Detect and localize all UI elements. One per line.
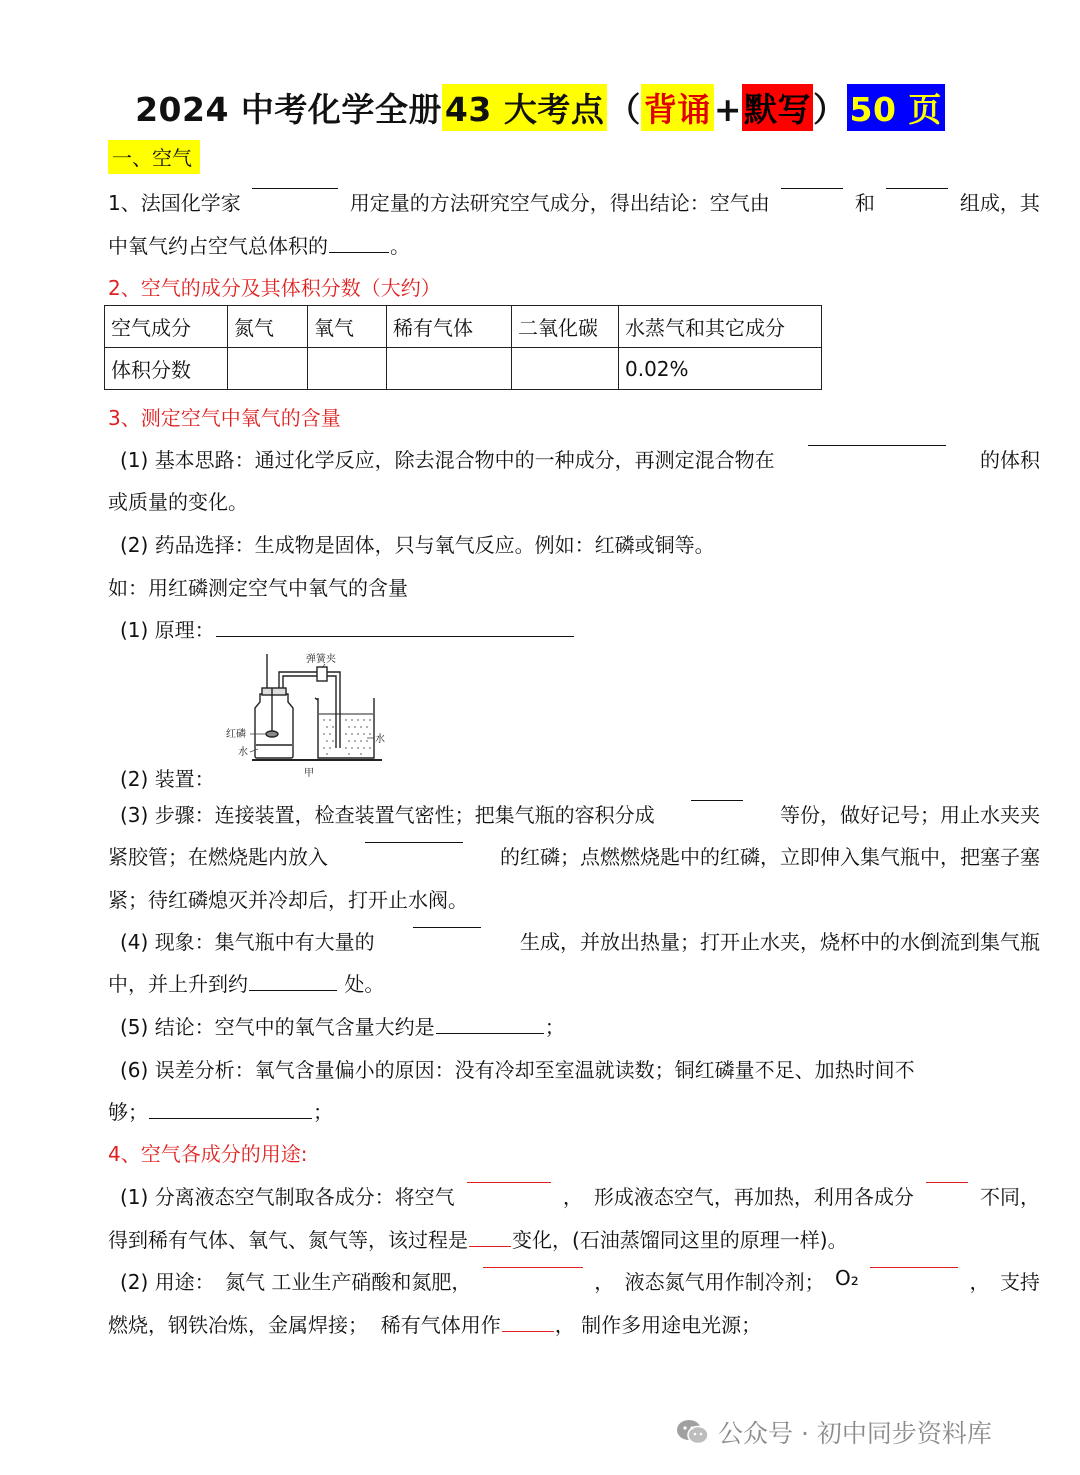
q1-text-b: 用定量的方法研究空气成分，得出结论：空气由 — [349, 191, 770, 215]
table-header-cell: 二氧化碳 — [512, 306, 619, 348]
q4-use1-line1 — [120, 1181, 1040, 1210]
q3-example: 如：用红磷测定空气中氧气的含量 — [108, 576, 408, 600]
q3-conclusion — [120, 1011, 565, 1040]
q3-apparatus: (2) 装置： — [120, 767, 215, 791]
page-title — [0, 84, 1080, 131]
q3-step2: (2) 药品选择：生成物是固体，只与氧气反应。例如：红磷或铜等。 — [120, 533, 715, 557]
q4-u2-text-e: O₂ — [835, 1266, 859, 1290]
label-water-jar: 水 — [238, 747, 248, 758]
q3-blank-error-reason[interactable] — [149, 1117, 312, 1119]
q3-steps-line3: 紧；待红磷熄灭并冷却后，打开止水阀。 — [108, 888, 468, 912]
wechat-icon — [676, 1418, 710, 1446]
beaker — [318, 698, 374, 758]
q3-blank-amount[interactable] — [365, 841, 463, 843]
q3-blank-rise-level[interactable] — [249, 989, 337, 991]
q1-text-d: 组成，其 — [959, 191, 1040, 215]
table-cell-blank[interactable] — [512, 348, 619, 390]
table-header-cell: 氮气 — [228, 306, 308, 348]
table-cell: 0.02% — [619, 348, 822, 390]
q3-p4-text-c: 中，并上升到约 — [108, 972, 248, 996]
q4-u2-text-b: 氮气 工业生产硝酸和氮肥， — [225, 1270, 472, 1294]
q4-u1-text-d: 不同， — [980, 1185, 1040, 1209]
q3-p3-text-a: (3) 步骤：连接装置，检查装置气密性；把集气瓶的容积分成 — [120, 803, 655, 827]
table-row — [105, 348, 822, 390]
q1-text-line2b: 。 — [390, 234, 410, 258]
q1-blank-component1[interactable] — [781, 187, 843, 189]
q4-heading: 4、空气各成分的用途: — [108, 1142, 308, 1166]
air-composition-table — [104, 305, 822, 390]
section-heading-air: 一、空气 — [108, 140, 200, 174]
spring-clip — [317, 667, 327, 681]
q1-text-c: 和 — [854, 191, 875, 215]
q2-heading: 2、空气的成分及其体积分数（大约） — [108, 276, 441, 300]
table-header-cell: 空气成分 — [105, 306, 228, 348]
q3-s1-text-b: 的体积 — [980, 448, 1040, 472]
title-open-paren: （ — [607, 90, 641, 129]
title-highlight-dictation: 默写 — [742, 84, 813, 131]
q3-step1-line2: 或质量的变化。 — [108, 490, 248, 514]
q1-blank-component2[interactable] — [886, 187, 948, 189]
q4-u2-text-j: ， — [554, 1313, 575, 1337]
q3-p5-text-a: (5) 结论：空气中的氧气含量大约是 — [120, 1015, 435, 1039]
q3-blank-parts[interactable] — [691, 799, 743, 801]
label-water-beaker: 水 — [375, 734, 385, 745]
label-red-phosphorus: 红磷 — [226, 729, 246, 740]
q3-principle-label: (1) 原理： — [120, 618, 215, 642]
q3-p6-text-b: 够； — [108, 1100, 148, 1124]
connecting-tube-inner — [283, 676, 336, 748]
title-close-paren: ） — [813, 90, 847, 129]
q4-blank-noble-gas-use[interactable] — [502, 1330, 554, 1332]
table-header-cell: 稀有气体 — [387, 306, 512, 348]
q4-blank-oxygen-use[interactable] — [870, 1266, 958, 1268]
q3-error-line2 — [108, 1096, 333, 1125]
title-highlight-recite: 背诵 — [641, 84, 714, 131]
label-spring-clip: 弹簧夹 — [306, 654, 336, 665]
q3-s1-text-a: (1) 基本思路：通过化学反应，除去混合物中的一种成分，再测定混合物在 — [120, 448, 775, 472]
table-header-cell: 氧气 — [308, 306, 387, 348]
q3-p3-text-c: 紧胶管；在燃烧匙内放入 — [108, 845, 328, 869]
q3-p6-text-c: ； — [313, 1100, 333, 1124]
q4-u2-text-f: ， — [969, 1270, 990, 1294]
q1-line2 — [108, 230, 410, 259]
q4-u1-text-e: 得到稀有气体、氧气、氮气等，该过程是 — [108, 1228, 468, 1252]
q4-u2-text-i: 稀有气体用作 — [380, 1313, 501, 1337]
q3-p5-text-b: ； — [544, 1015, 565, 1039]
watermark-text: 公众号 · 初中同步资料库 — [718, 1419, 992, 1448]
q3-p3-text-b: 等份，做好记号；用止水夹夹 — [780, 803, 1040, 827]
table-cell-blank[interactable] — [387, 348, 512, 390]
q4-blank-liquefy[interactable] — [467, 1181, 551, 1183]
q3-blank-smoke[interactable] — [413, 926, 481, 928]
table-cell: 体积分数 — [105, 348, 228, 390]
title-highlight-43: 43 大考点 — [442, 84, 607, 131]
q3-phenomenon-line1 — [120, 926, 1040, 955]
title-part1: 2024 中考化学全册 — [135, 90, 442, 129]
q4-use1-line2 — [108, 1224, 848, 1253]
spoon-bowl — [266, 731, 278, 737]
q3-p4-text-a: (4) 现象：集气瓶中有大量的 — [120, 930, 375, 954]
q3-blank-before-after[interactable] — [808, 444, 946, 446]
q3-step1-line1 — [120, 444, 1040, 473]
q1-line1 — [108, 187, 1040, 216]
title-plus: + — [713, 90, 742, 129]
title-highlight-pages: 50 页 — [847, 84, 945, 131]
table-cell-blank[interactable] — [228, 348, 308, 390]
q4-u2-text-k: 制作多用途电光源； — [581, 1313, 762, 1337]
jar-stopper — [262, 688, 286, 695]
q3-heading: 3、测定空气中氧气的含量 — [108, 406, 341, 430]
q4-blank-nitrogen-use[interactable] — [483, 1266, 583, 1268]
q3-steps-line1 — [120, 799, 1040, 828]
q3-p4-text-d: 处。 — [344, 972, 385, 996]
gas-jar — [255, 694, 293, 758]
apparatus-diagram — [222, 648, 392, 783]
connecting-tube — [279, 672, 340, 748]
label-figure-caption: 甲 — [304, 768, 314, 779]
table-header-row — [105, 306, 822, 348]
q1-text-line2a: 中氧气约占空气总体积的 — [108, 234, 328, 258]
q4-u2-text-a: (2) 用途： — [120, 1270, 215, 1294]
q4-u1-text-f: 变化，(石油蒸馏同这里的原理一样)。 — [512, 1228, 848, 1252]
q4-u1-text-a: (1) 分离液态空气制取各成分：将空气 — [120, 1185, 455, 1209]
watermark — [676, 1414, 992, 1450]
q4-u1-text-c: 形成液态空气，再加热，利用各成分 — [593, 1185, 914, 1209]
q4-u2-text-d: 液态氮气用作制冷剂； — [624, 1270, 825, 1294]
q3-error-line1: (6) 误差分析：氧气含量偏小的原因：没有冷却至室温就读数；铜红磷量不足、加热时间不 — [120, 1058, 915, 1082]
q3-steps-line2 — [108, 841, 1040, 870]
q3-p3-text-d: 的红磷；点燃燃烧匙中的红磷，立即伸入集气瓶中，把塞子塞 — [500, 845, 1040, 869]
q3-principle — [120, 614, 575, 643]
q4-blank-boiling-point[interactable] — [926, 1181, 968, 1183]
q1-blank-fraction[interactable] — [329, 251, 389, 253]
q4-u2-text-g: 支持 — [999, 1270, 1040, 1294]
q4-u1-text-b: ， — [562, 1185, 583, 1209]
q3-p4-text-b: 生成，并放出热量；打开止水夹，烧杯中的水倒流到集气瓶 — [520, 930, 1040, 954]
table-header-cell: 水蒸气和其它成分 — [619, 306, 822, 348]
q4-u2-text-c: ， — [594, 1270, 615, 1294]
q4-use2-line2 — [108, 1309, 761, 1338]
q3-blank-principle[interactable] — [216, 635, 574, 637]
q1-blank-chemist[interactable] — [252, 187, 338, 189]
q1-text-a: 1、法国化学家 — [108, 191, 241, 215]
table-cell-blank[interactable] — [308, 348, 387, 390]
q4-blank-change-type[interactable] — [469, 1245, 511, 1247]
q3-phenomenon-line2 — [108, 968, 384, 997]
q3-blank-oxygen-content[interactable] — [436, 1032, 544, 1034]
q4-u2-text-h: 燃烧，钢铁冶炼，金属焊接； — [108, 1313, 368, 1337]
q4-use2-line1 — [120, 1266, 1040, 1295]
